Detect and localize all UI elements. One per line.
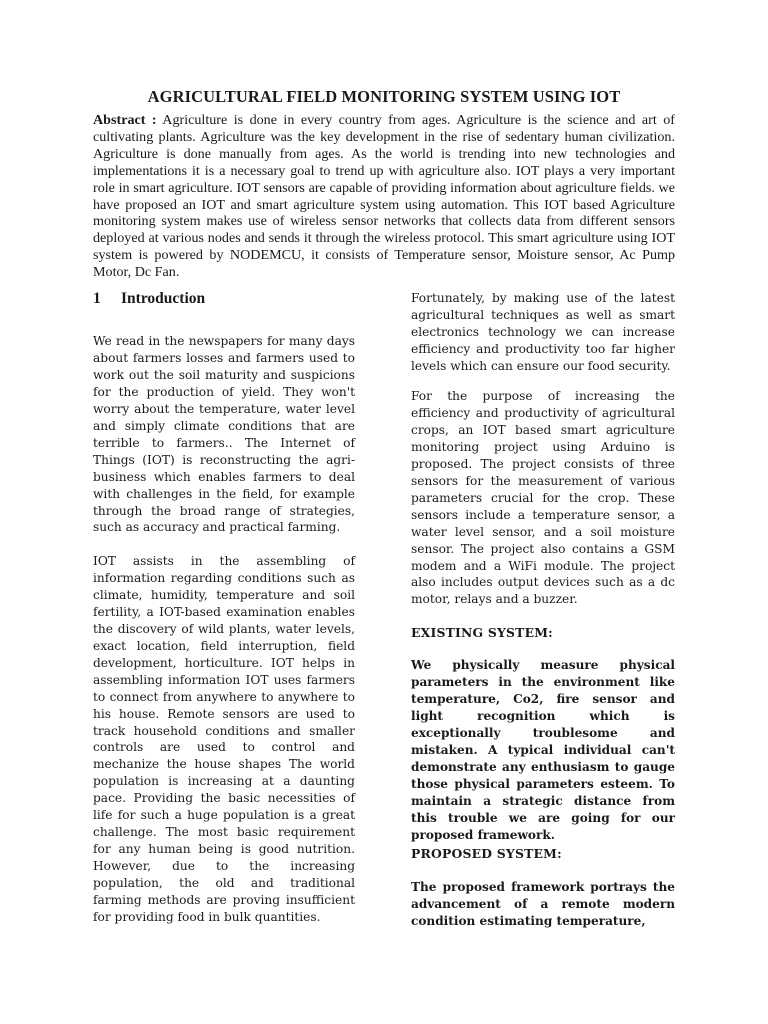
intro-paragraph-2: IOT assists in the assembling of information regarding conditions such as climate, humidity, temperature and soil fertility, a IOT-based examination enables the discovery of wild plants, water levels, exact location, field interruption, field development, horticulture. IOT helps in assembling information IOT uses farmers to connect from anywhere to anywhere to his house. Remote sensors are used to track household conditions and smaller controls are used to control and mechanize the house shapes The world population is increasing at a daunting pace. Providing the basic necessities of life for such a huge population is a great challenge. The most basic requirement for any human being is good nutrition. However, due to the increasing population, the old and traditional farming methods are proving insufficient for providing food in bulk quantities. xyxy=(93,554,355,925)
abstract-paragraph xyxy=(93,112,675,281)
abstract-text: Agriculture is done in every country from ages. Agriculture is the science and art of cultivating plants. Agriculture was the key development in the rise of sedentary human civilization. Agriculture is done manually from ages. As the world is trending into new technologies and implementations it is a necessary goal to trend up with agriculture also. IOT plays a very important role in smart agriculture. IOT sensors are capable of providing information about agriculture fields. we have proposed an IOT and smart agriculture system using automation. This IOT based Agriculture monitoring system makes use of wireless sensor networks that collects data from different sensors deployed at various nodes and sends it through the wireless protocol. This smart agriculture using IOT system is powered by NODEMCU, it consists of Temperature sensor, Moisture sensor, Ac Pump Motor, Dc Fan. xyxy=(93,112,675,281)
section-number: 1 xyxy=(93,290,101,307)
existing-system-heading: EXISTING SYSTEM: xyxy=(411,625,553,640)
abstract-label: Abstract : xyxy=(93,112,157,128)
right-paragraph-2: For the purpose of increasing the efficiency and productivity of agricultural crops, an IOT based smart agriculture monitoring project using Arduino is proposed. The project consists of three sensors for the measurement of various parameters crucial for the crop. These sensors include a temperature sensor, a water level sensor, and a soil moisture sensor. The project also contains a GSM modem and a WiFi module. The project also includes output devices such as a dc motor, relays and a buzzer. xyxy=(411,389,675,607)
right-paragraph-1: Fortunately, by making use of the latest agricultural techniques as well as smart electronics technology we can increase efficiency and productivity too far higher levels which can ensure our food security. xyxy=(411,291,675,373)
paper-title: AGRICULTURAL FIELD MONITORING SYSTEM USING IOT xyxy=(147,87,621,106)
proposed-system-text: The proposed framework portrays the advancement of a remote modern condition estimating temperature, xyxy=(411,880,675,928)
intro-paragraph-1: We read in the newspapers for many days about farmers losses and farmers used to work out the soil maturity and suspicions for the production of yield. They won't worry about the temperature, water level and simply climate conditions that are terrible to farmers.. The Internet of Things (IOT) is reconstructing the agri-business which enables farmers to deal with challenges in the field, for example through the broad range of strategies, such as accuracy and practical farming. xyxy=(93,334,355,535)
section-heading-introduction xyxy=(93,290,205,308)
section-title: Introduction xyxy=(121,290,206,307)
existing-system-text: We physically measure physical parameters in the environment like temperature, Co2, fire sensor and light recognition which is exceptionally troublesome and mistaken. A typical individual can't demonstrate any enthusiasm to gauge those physical parameters esteem. To maintain a strategic distance from this trouble we are going for our proposed framework. xyxy=(411,658,675,842)
proposed-system-heading: PROPOSED SYSTEM: xyxy=(411,846,562,861)
